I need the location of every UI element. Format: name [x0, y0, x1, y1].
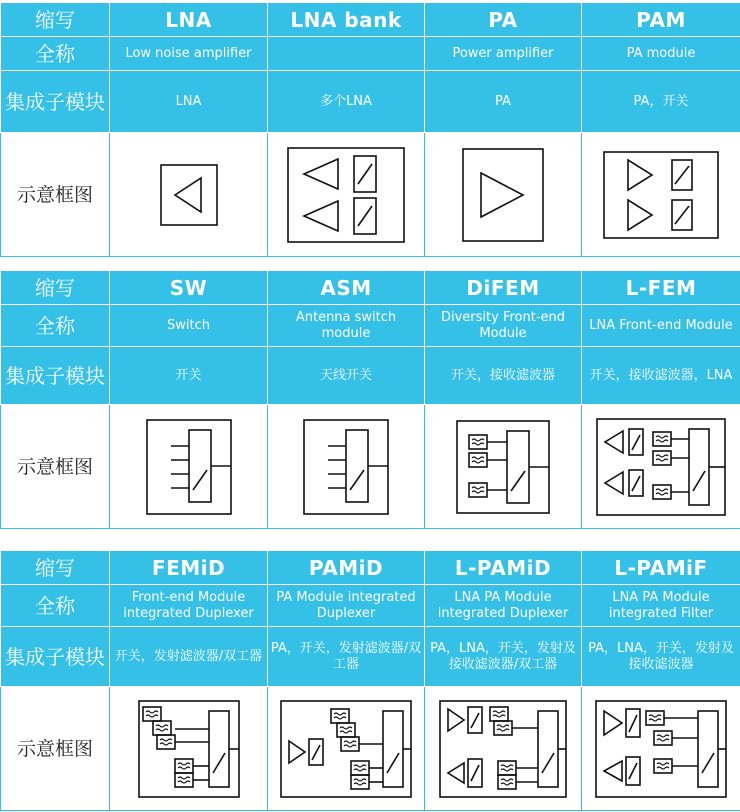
abbr-lna-bank: LNA bank [268, 3, 425, 37]
abbr-label: 缩写 [1, 271, 110, 305]
abbr-difem: DiFEM [425, 271, 582, 305]
sub-pamid: PA，开关，发射滤波器/双工器 [268, 627, 425, 687]
full-asm: Antenna switch module [268, 305, 425, 347]
lna-bank-diagram-icon [268, 133, 425, 257]
sub-asm: 天线开关 [268, 347, 425, 405]
full-lfem: LNA Front-end Module [582, 305, 740, 347]
pamid-diagram-icon [268, 687, 425, 811]
full-difem: Diversity Front-end Module [425, 305, 582, 347]
full-pa: Power amplifier [425, 37, 582, 71]
table-1 [0, 2, 740, 257]
abbr-lfem: L-FEM [582, 271, 740, 305]
lpamid-diagram-icon [425, 687, 582, 811]
sub-lna-bank: 多个LNA [268, 71, 425, 133]
sw-diagram-icon [110, 405, 268, 529]
pam-diagram-icon [582, 133, 740, 257]
table-3 [0, 550, 740, 811]
full-pamid: PA Module integrated Duplexer [268, 585, 425, 627]
sub-pa: PA [425, 71, 582, 133]
abbr-lpamif: L-PAMiF [582, 551, 740, 585]
sub-lfem: 开关，接收滤波器，LNA [582, 347, 740, 405]
sub-lpamif: PA，LNA，开关，发射及接收滤波器 [582, 627, 740, 687]
full-lpamid: LNA PA Module integrated Duplexer [425, 585, 582, 627]
integrated-label: 集成子模块 [1, 71, 110, 133]
full-femid: Front-end Module integrated Duplexer [110, 585, 268, 627]
fullname-label: 全称 [1, 305, 110, 347]
fullname-label: 全称 [1, 585, 110, 627]
diagram-label: 示意框图 [1, 133, 110, 257]
full-lna: Low noise amplifier [110, 37, 268, 71]
abbr-femid: FEMiD [110, 551, 268, 585]
abbr-label: 缩写 [1, 551, 110, 585]
lpamif-diagram-icon [582, 687, 740, 811]
lna-diagram-icon [110, 133, 268, 257]
abbr-pamid: PAMiD [268, 551, 425, 585]
full-lpamif: LNA PA Module integrated Filter [582, 585, 740, 627]
abbr-pa: PA [425, 3, 582, 37]
abbr-lna: LNA [110, 3, 268, 37]
abbr-lpamid: L-PAMiD [425, 551, 582, 585]
fullname-label: 全称 [1, 37, 110, 71]
sub-lna: LNA [110, 71, 268, 133]
abbr-asm: ASM [268, 271, 425, 305]
full-lna-bank [268, 37, 425, 71]
integrated-label: 集成子模块 [1, 347, 110, 405]
asm-diagram-icon [268, 405, 425, 529]
diagram-label: 示意框图 [1, 405, 110, 529]
full-sw: Switch [110, 305, 268, 347]
sub-difem: 开关，接收滤波器 [425, 347, 582, 405]
sub-pam: PA，开关 [582, 71, 740, 133]
table-2 [0, 270, 740, 529]
femid-diagram-icon [110, 687, 268, 811]
difem-diagram-icon [425, 405, 582, 529]
abbr-sw: SW [110, 271, 268, 305]
abbr-pam: PAM [582, 3, 740, 37]
diagram-label: 示意框图 [1, 687, 110, 811]
abbr-label: 缩写 [1, 3, 110, 37]
full-pam: PA module [582, 37, 740, 71]
pa-diagram-icon [425, 133, 582, 257]
lfem-diagram-icon [582, 405, 740, 529]
sub-lpamid: PA，LNA，开关，发射及接收滤波器/双工器 [425, 627, 582, 687]
integrated-label: 集成子模块 [1, 627, 110, 687]
sub-femid: 开关，发射滤波器/双工器 [110, 627, 268, 687]
sub-sw: 开关 [110, 347, 268, 405]
